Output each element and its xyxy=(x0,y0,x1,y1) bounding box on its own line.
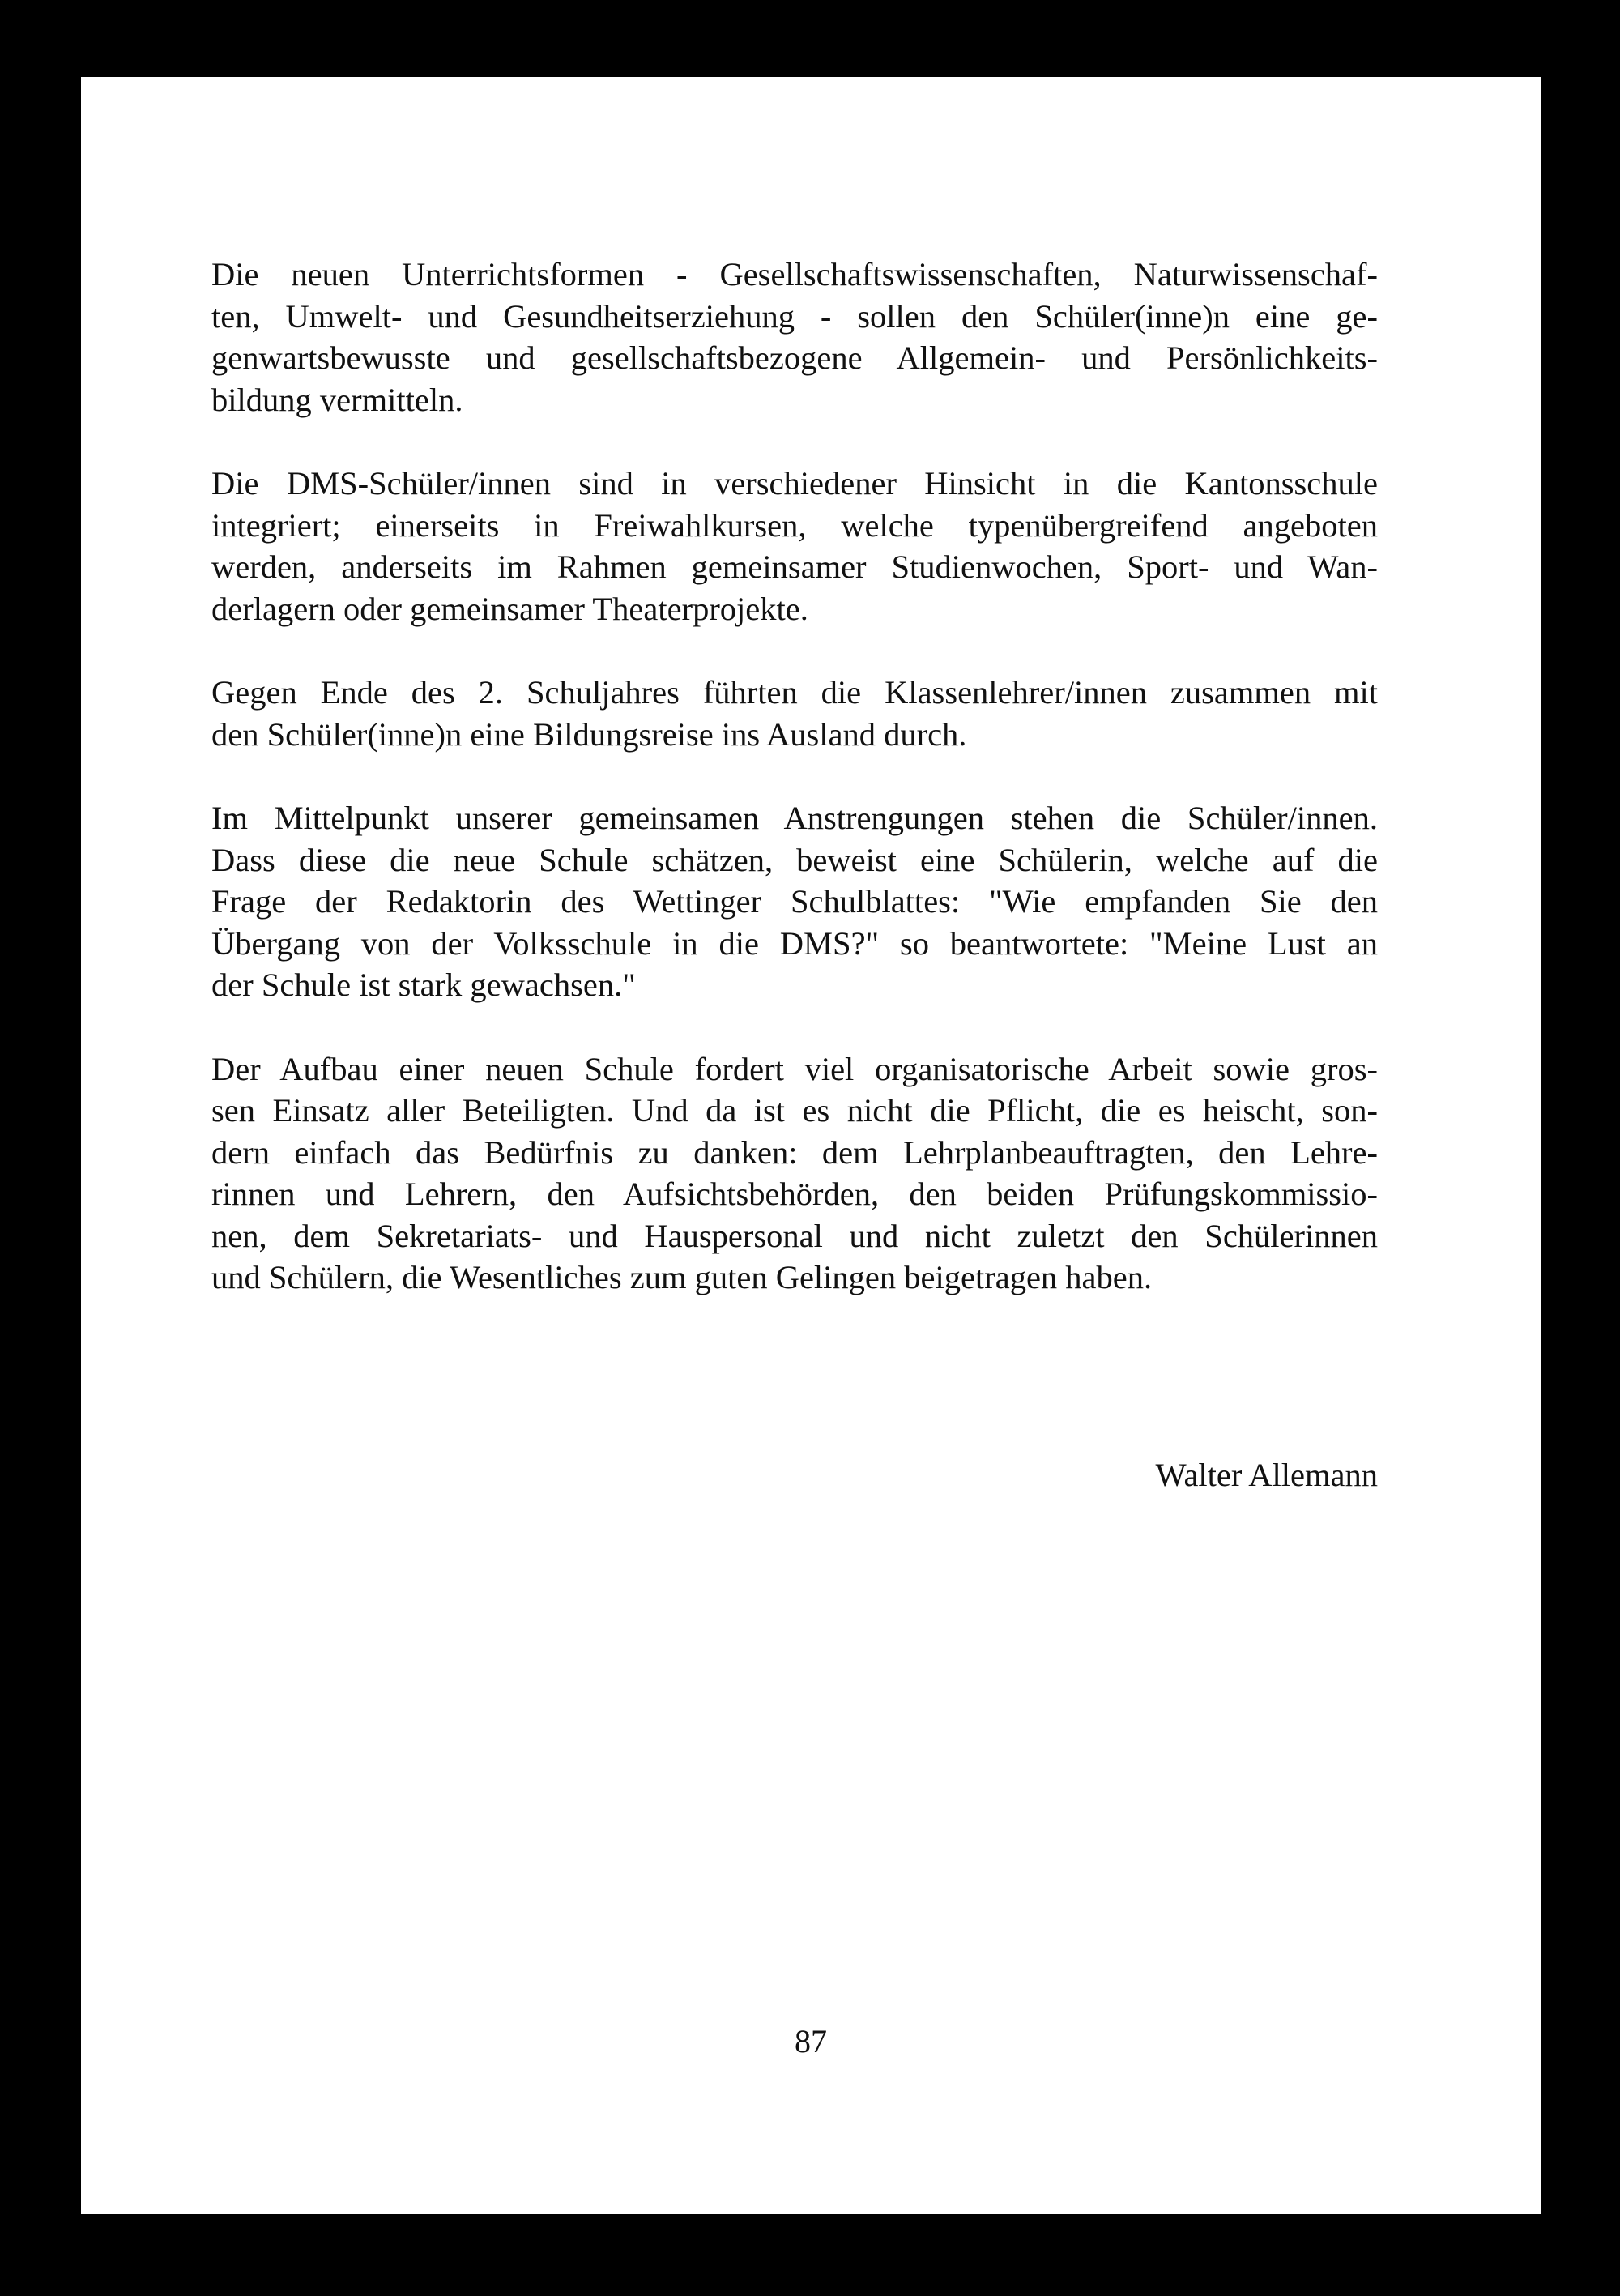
text-line: Gegen Ende des 2. Schuljahres führten die Klassenlehrer/innen zusammen mit xyxy=(211,674,1378,711)
text-line: genwartsbewusste und gesellschaftsbezogene Allgemein- und Persönlichkeits- xyxy=(211,339,1378,376)
text-line: Der Aufbau einer neuen Schule fordert viel organisatorische Arbeit sowie gros- xyxy=(211,1050,1378,1087)
text-line: der Schule ist stark gewachsen." xyxy=(211,967,636,1003)
text-line: Die neuen Unterrichtsformen - Gesellschaftswissenschaften, Naturwissenschaf- xyxy=(211,256,1378,292)
paragraph xyxy=(211,672,1378,755)
text-line: Übergang von der Volksschule in die DMS?" so beantwortete: "Meine Lust an xyxy=(211,924,1378,962)
text-line: ten, Umwelt- und Gesundheitserziehung - sollen den Schüler(inne)n eine ge- xyxy=(211,297,1378,335)
paragraph xyxy=(211,254,1378,420)
text-line: dern einfach das Bedürfnis zu danken: dem Lehrplanbeauftragten, den Lehre- xyxy=(211,1133,1378,1171)
author-signature: Walter Allemann xyxy=(1155,1457,1378,1493)
text-line: bildung vermitteln. xyxy=(211,381,463,418)
text-line: derlagern oder gemeinsamer Theaterprojekte. xyxy=(211,590,808,627)
document-body xyxy=(211,254,1378,1341)
paragraph xyxy=(211,463,1378,629)
paragraph xyxy=(211,1048,1378,1299)
text-line: Die DMS-Schüler/innen sind in verschiedener Hinsicht in die Kantonsschule xyxy=(211,465,1378,501)
text-line: nen, dem Sekretariats- und Hauspersonal und nicht zuletzt den Schülerinnen xyxy=(211,1217,1378,1254)
text-line: Im Mittelpunkt unserer gemeinsamen Anstrengungen stehen die Schüler/innen. xyxy=(211,800,1378,836)
text-line: werden, anderseits im Rahmen gemeinsamer Studienwochen, Sport- und Wan- xyxy=(211,548,1378,585)
page-number: 87 xyxy=(795,2023,827,2059)
document-page xyxy=(81,77,1541,2214)
text-line: den Schüler(inne)n eine Bildungsreise ins Ausland durch. xyxy=(211,715,967,753)
text-line: integriert; einerseits in Freiwahlkursen, welche typenübergreifend angeboten xyxy=(211,506,1378,544)
text-line: Dass diese die neue Schule schätzen, beweist eine Schülerin, welche auf die xyxy=(211,841,1378,878)
text-line: und Schülern, die Wesentliches zum guten Gelingen beigetragen haben. xyxy=(211,1259,1153,1295)
text-line: rinnen und Lehrern, den Aufsichtsbehörden, den beiden Prüfungskommissio- xyxy=(211,1176,1378,1212)
paragraph xyxy=(211,797,1378,1006)
text-line: sen Einsatz aller Beteiligten. Und da ist es nicht die Pflicht, die es heischt, son- xyxy=(211,1092,1378,1129)
text-line: Frage der Redaktorin des Wettinger Schulblattes: "Wie empfanden Sie den xyxy=(211,883,1378,920)
